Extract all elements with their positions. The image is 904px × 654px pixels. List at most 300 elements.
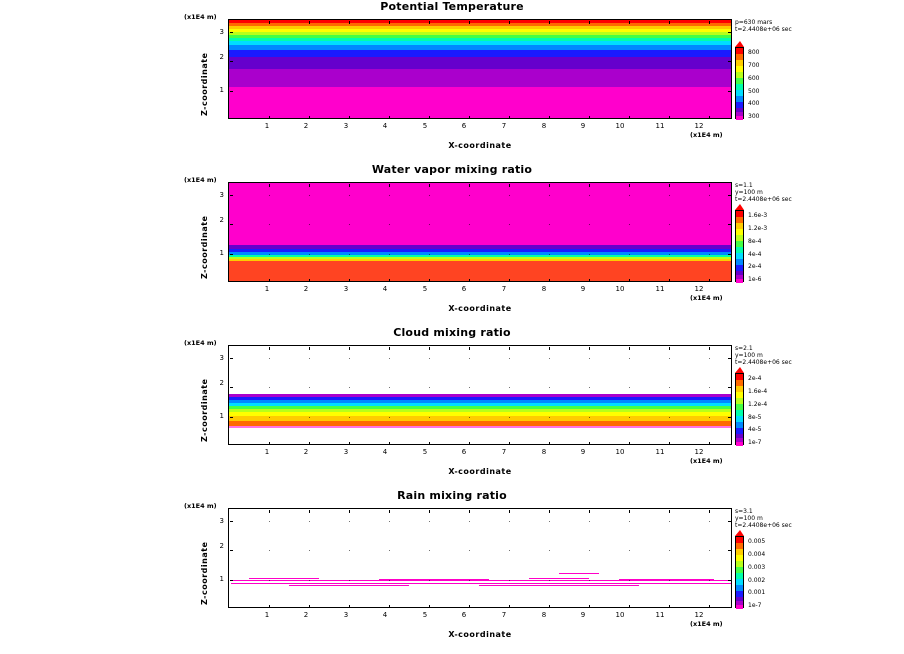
x-tick-mark [549, 347, 550, 350]
x-tick-mark [669, 116, 670, 119]
colorbar-tick-label: 1.2e-3 [748, 225, 768, 232]
grid-dot [389, 254, 390, 255]
x-tick-label: 10 [615, 122, 625, 130]
grid-dot [429, 521, 430, 522]
x-tick-mark [429, 21, 430, 24]
colorbar [735, 508, 815, 614]
x-tick-mark [429, 510, 430, 513]
x-tick-mark [349, 442, 350, 445]
x-tick-label: 5 [422, 122, 428, 130]
colorbar-tick-label: 0.005 [748, 538, 766, 545]
colorbar-annotation: t=2.4408e+06 sec [735, 359, 792, 366]
grid-dot [349, 417, 350, 418]
grid-dot [269, 550, 270, 551]
x-tick-label: 9 [580, 611, 586, 619]
x-tick-label: 11 [655, 285, 665, 293]
colorbar-tick-label: 700 [748, 62, 760, 69]
x-axis-label: X-coordinate [448, 304, 512, 313]
y-axis-label: Z-coordinate [200, 541, 209, 605]
grid-dot [509, 358, 510, 359]
x-tick-mark [509, 605, 510, 608]
grid-dot [629, 254, 630, 255]
grid-dot [469, 550, 470, 551]
grid-dot [429, 580, 430, 581]
x-tick-label: 6 [461, 122, 467, 130]
y-tick-label: 2 [219, 379, 224, 387]
colorbar-strip [735, 536, 744, 608]
grid-dot [429, 417, 430, 418]
y-axis-label: Z-coordinate [200, 52, 209, 116]
y-tick-mark [230, 224, 233, 225]
x-tick-mark [549, 184, 550, 187]
x-tick-mark [669, 442, 670, 445]
y-tick-label: 3 [219, 517, 224, 525]
grid-dot [509, 224, 510, 225]
grid-dot [309, 254, 310, 255]
x-tick-mark [509, 510, 510, 513]
x-tick-label: 12 [694, 611, 704, 619]
x-tick-label: 2 [303, 448, 309, 456]
x-tick-mark [589, 279, 590, 282]
x-tick-mark [429, 605, 430, 608]
x-tick-label: 1 [264, 448, 270, 456]
y-tick-mark [728, 521, 731, 522]
x-tick-mark [429, 442, 430, 445]
colorbar-tick-label: 1e-7 [748, 602, 762, 609]
y-axis-units-top: (x1E4 m) [184, 176, 217, 184]
colorbar-annotation: s=3.1 [735, 508, 753, 515]
colorbar [735, 345, 815, 451]
grid-dot [429, 224, 430, 225]
x-tick-mark [629, 510, 630, 513]
x-tick-mark [469, 442, 470, 445]
y-tick-mark [728, 32, 731, 33]
x-tick-mark [389, 116, 390, 119]
y-tick-mark [728, 580, 731, 581]
grid-dot [309, 417, 310, 418]
x-tick-mark [269, 184, 270, 187]
grid-dot [389, 358, 390, 359]
grid-dot [669, 195, 670, 196]
y-tick-label: 3 [219, 28, 224, 36]
panel-title: Potential Temperature [380, 0, 524, 13]
colorbar-tick-label: 4e-5 [748, 426, 762, 433]
colorbar-tick-label: 1.6e-4 [748, 388, 768, 395]
grid-dot [709, 254, 710, 255]
colorbar-tick-label: 0.001 [748, 589, 766, 596]
grid-dot [709, 387, 710, 388]
grid-dot [349, 580, 350, 581]
x-tick-label: 7 [501, 611, 507, 619]
contour-band [229, 261, 731, 282]
x-tick-label: 12 [694, 122, 704, 130]
x-tick-mark [669, 279, 670, 282]
x-tick-mark [469, 184, 470, 187]
x-tick-mark [509, 442, 510, 445]
grid-dot [389, 195, 390, 196]
x-tick-mark [429, 184, 430, 187]
y-tick-mark [230, 195, 233, 196]
grid-dot [709, 195, 710, 196]
colorbar-annotation: y=100 m [735, 189, 763, 196]
rain-contour [289, 585, 409, 586]
x-tick-mark [349, 279, 350, 282]
grid-dot [629, 358, 630, 359]
x-tick-label: 3 [343, 285, 349, 293]
y-tick-mark [230, 580, 233, 581]
x-tick-mark [669, 510, 670, 513]
grid-dot [669, 417, 670, 418]
grid-dot [389, 580, 390, 581]
grid-dot [549, 521, 550, 522]
y-tick-mark [230, 61, 233, 62]
y-tick-mark [728, 254, 731, 255]
y-tick-mark [728, 417, 731, 418]
x-tick-label: 11 [655, 448, 665, 456]
grid-dot [349, 358, 350, 359]
x-axis-label: X-coordinate [448, 141, 512, 150]
grid-dot [349, 550, 350, 551]
contour-band [229, 426, 731, 428]
x-tick-mark [349, 116, 350, 119]
colorbar-tick-label: 2e-4 [748, 263, 762, 270]
grid-dot [549, 224, 550, 225]
x-tick-label: 1 [264, 285, 270, 293]
colorbar-annotation: t=2.4408e+06 sec [735, 26, 792, 33]
colorbar [735, 19, 815, 125]
x-tick-mark [389, 605, 390, 608]
grid-dot [709, 550, 710, 551]
x-tick-mark [389, 347, 390, 350]
x-tick-mark [709, 279, 710, 282]
x-tick-mark [509, 347, 510, 350]
x-tick-mark [389, 442, 390, 445]
x-tick-mark [549, 116, 550, 119]
x-tick-label: 2 [303, 122, 309, 130]
y-tick-mark [728, 550, 731, 551]
x-tick-mark [589, 605, 590, 608]
x-tick-mark [709, 184, 710, 187]
y-tick-mark [728, 387, 731, 388]
y-tick-mark [728, 61, 731, 62]
x-tick-mark [429, 116, 430, 119]
grid-dot [269, 195, 270, 196]
x-tick-mark [589, 21, 590, 24]
grid-dot [269, 254, 270, 255]
colorbar-tick-label: 2e-4 [748, 375, 762, 382]
x-tick-mark [429, 279, 430, 282]
grid-dot [389, 417, 390, 418]
x-tick-mark [589, 116, 590, 119]
grid-dot [509, 417, 510, 418]
x-tick-mark [269, 116, 270, 119]
x-tick-label: 2 [303, 285, 309, 293]
x-tick-label: 6 [461, 285, 467, 293]
x-tick-label: 10 [615, 448, 625, 456]
grid-dot [509, 195, 510, 196]
x-tick-label: 10 [615, 611, 625, 619]
y-tick-mark [230, 387, 233, 388]
grid-dot [589, 521, 590, 522]
x-tick-mark [389, 21, 390, 24]
x-tick-mark [549, 605, 550, 608]
x-tick-mark [309, 116, 310, 119]
y-axis-units-top: (x1E4 m) [184, 502, 217, 510]
grid-dot [549, 550, 550, 551]
x-tick-mark [549, 21, 550, 24]
grid-dot [429, 358, 430, 359]
grid-dot [309, 224, 310, 225]
grid-dot [709, 521, 710, 522]
colorbar-segment [736, 605, 743, 609]
x-tick-label: 12 [694, 448, 704, 456]
x-tick-mark [309, 21, 310, 24]
grid-dot [429, 254, 430, 255]
x-tick-label: 10 [615, 285, 625, 293]
grid-dot [589, 580, 590, 581]
x-tick-mark [509, 279, 510, 282]
x-tick-mark [509, 21, 510, 24]
grid-dot [509, 254, 510, 255]
x-tick-mark [629, 116, 630, 119]
colorbar-tick-label: 0.004 [748, 551, 766, 558]
x-tick-mark [549, 279, 550, 282]
x-tick-label: 7 [501, 122, 507, 130]
x-tick-mark [469, 510, 470, 513]
x-tick-label: 3 [343, 122, 349, 130]
grid-dot [309, 358, 310, 359]
rain-contour [529, 578, 589, 579]
x-tick-mark [709, 605, 710, 608]
grid-dot [669, 387, 670, 388]
x-tick-mark [349, 510, 350, 513]
grid-dot [429, 195, 430, 196]
grid-dot [269, 417, 270, 418]
y-tick-label: 1 [219, 86, 224, 94]
x-tick-mark [349, 347, 350, 350]
x-tick-label: 2 [303, 611, 309, 619]
x-tick-mark [709, 21, 710, 24]
x-tick-label: 8 [541, 448, 547, 456]
y-tick-mark [230, 91, 233, 92]
grid-dot [309, 580, 310, 581]
colorbar-strip [735, 47, 744, 119]
y-tick-mark [230, 521, 233, 522]
colorbar-annotation: s=2.1 [735, 345, 753, 352]
plot-area [228, 19, 732, 119]
x-tick-mark [269, 21, 270, 24]
y-axis-units-top: (x1E4 m) [184, 339, 217, 347]
x-tick-mark [389, 510, 390, 513]
x-axis-label: X-coordinate [448, 630, 512, 639]
grid-dot [669, 550, 670, 551]
grid-dot [349, 254, 350, 255]
grid-dot [469, 387, 470, 388]
y-tick-mark [230, 358, 233, 359]
x-tick-mark [549, 442, 550, 445]
x-tick-label: 9 [580, 122, 586, 130]
grid-dot [469, 195, 470, 196]
x-axis-units-bottom: (x1E4 m) [690, 457, 723, 465]
x-tick-mark [509, 184, 510, 187]
colorbar-segment [736, 442, 743, 446]
y-tick-mark [728, 91, 731, 92]
grid-dot [469, 254, 470, 255]
x-tick-mark [549, 510, 550, 513]
grid-dot [429, 387, 430, 388]
x-tick-label: 6 [461, 448, 467, 456]
colorbar-annotation: p=630 mars [735, 19, 773, 26]
colorbar-tick-label: 0.003 [748, 564, 766, 571]
x-tick-mark [629, 442, 630, 445]
x-tick-mark [669, 21, 670, 24]
rain-contour [249, 578, 319, 579]
plot-area [228, 345, 732, 445]
colorbar-segment [736, 116, 743, 120]
grid-dot [589, 550, 590, 551]
contour-band [229, 69, 731, 87]
grid-dot [389, 550, 390, 551]
x-tick-mark [629, 279, 630, 282]
grid-dot [669, 580, 670, 581]
grid-dot [269, 580, 270, 581]
rain-contour [479, 585, 639, 586]
x-tick-label: 8 [541, 611, 547, 619]
rain-contour [379, 579, 489, 580]
panel-cloud-mixing-ratio [0, 326, 904, 489]
grid-dot [349, 387, 350, 388]
x-tick-label: 4 [382, 285, 388, 293]
x-tick-mark [709, 347, 710, 350]
grid-dot [709, 580, 710, 581]
contour-band [229, 50, 731, 57]
x-tick-label: 8 [541, 122, 547, 130]
grid-dot [469, 417, 470, 418]
y-tick-label: 2 [219, 216, 224, 224]
colorbar-annotation: s=1.1 [735, 182, 753, 189]
x-tick-mark [589, 347, 590, 350]
x-tick-label: 3 [343, 448, 349, 456]
panel-title: Rain mixing ratio [397, 489, 507, 502]
panel-potential-temperature [0, 0, 904, 163]
colorbar-annotation: t=2.4408e+06 sec [735, 196, 792, 203]
x-tick-mark [269, 442, 270, 445]
grid-dot [549, 387, 550, 388]
grid-dot [389, 387, 390, 388]
panel-title: Cloud mixing ratio [393, 326, 511, 339]
x-tick-mark [389, 184, 390, 187]
y-axis-units-top: (x1E4 m) [184, 13, 217, 21]
grid-dot [349, 224, 350, 225]
grid-dot [629, 580, 630, 581]
colorbar-tick-label: 600 [748, 75, 760, 82]
colorbar-annotation: y=100 m [735, 352, 763, 359]
colorbar-tick-label: 8e-4 [748, 238, 762, 245]
x-tick-label: 8 [541, 285, 547, 293]
grid-dot [589, 358, 590, 359]
grid-dot [629, 417, 630, 418]
x-tick-label: 4 [382, 448, 388, 456]
colorbar-segment [736, 279, 743, 283]
colorbar-tick-label: 1.6e-3 [748, 212, 768, 219]
x-tick-mark [469, 279, 470, 282]
grid-dot [509, 387, 510, 388]
grid-dot [309, 550, 310, 551]
x-tick-label: 6 [461, 611, 467, 619]
x-tick-mark [469, 347, 470, 350]
y-tick-mark [230, 32, 233, 33]
colorbar-tick-label: 1.2e-4 [748, 401, 768, 408]
y-tick-mark [230, 417, 233, 418]
x-tick-label: 9 [580, 285, 586, 293]
x-tick-mark [629, 347, 630, 350]
grid-dot [429, 550, 430, 551]
x-tick-label: 5 [422, 448, 428, 456]
panel-title: Water vapor mixing ratio [371, 163, 533, 176]
grid-dot [509, 521, 510, 522]
y-tick-mark [230, 550, 233, 551]
y-axis-label: Z-coordinate [200, 215, 209, 279]
contour-band [229, 183, 731, 245]
grid-dot [389, 224, 390, 225]
grid-dot [549, 254, 550, 255]
colorbar-annotation: t=2.4408e+06 sec [735, 522, 792, 529]
x-tick-mark [709, 442, 710, 445]
plot-area [228, 508, 732, 608]
y-tick-label: 3 [219, 191, 224, 199]
grid-dot [269, 224, 270, 225]
x-tick-mark [589, 184, 590, 187]
grid-dot [589, 195, 590, 196]
y-tick-label: 3 [219, 354, 224, 362]
x-tick-label: 1 [264, 611, 270, 619]
colorbar-tick-label: 4e-4 [748, 251, 762, 258]
y-tick-label: 1 [219, 575, 224, 583]
grid-dot [469, 224, 470, 225]
x-tick-mark [709, 510, 710, 513]
y-tick-label: 2 [219, 53, 224, 61]
contour-band [229, 87, 731, 119]
x-tick-mark [309, 510, 310, 513]
colorbar-tick-label: 8e-5 [748, 414, 762, 421]
colorbar-strip [735, 373, 744, 445]
x-tick-mark [309, 279, 310, 282]
colorbar-annotation: y=100 m [735, 515, 763, 522]
colorbar-tick-label: 1e-6 [748, 276, 762, 283]
x-tick-mark [309, 184, 310, 187]
x-axis-units-bottom: (x1E4 m) [690, 620, 723, 628]
x-tick-label: 1 [264, 122, 270, 130]
grid-dot [709, 417, 710, 418]
grid-dot [549, 195, 550, 196]
grid-dot [269, 387, 270, 388]
panel-rain-mixing-ratio [0, 489, 904, 652]
x-tick-mark [469, 605, 470, 608]
panel-water-vapor-mixing-ratio [0, 163, 904, 326]
x-tick-label: 4 [382, 611, 388, 619]
x-tick-mark [269, 510, 270, 513]
grid-dot [589, 417, 590, 418]
x-tick-mark [629, 605, 630, 608]
y-tick-mark [230, 254, 233, 255]
colorbar-tick-label: 400 [748, 100, 760, 107]
x-tick-mark [709, 116, 710, 119]
grid-dot [349, 521, 350, 522]
x-tick-label: 7 [501, 448, 507, 456]
x-tick-mark [469, 21, 470, 24]
x-axis-units-bottom: (x1E4 m) [690, 131, 723, 139]
grid-dot [309, 521, 310, 522]
